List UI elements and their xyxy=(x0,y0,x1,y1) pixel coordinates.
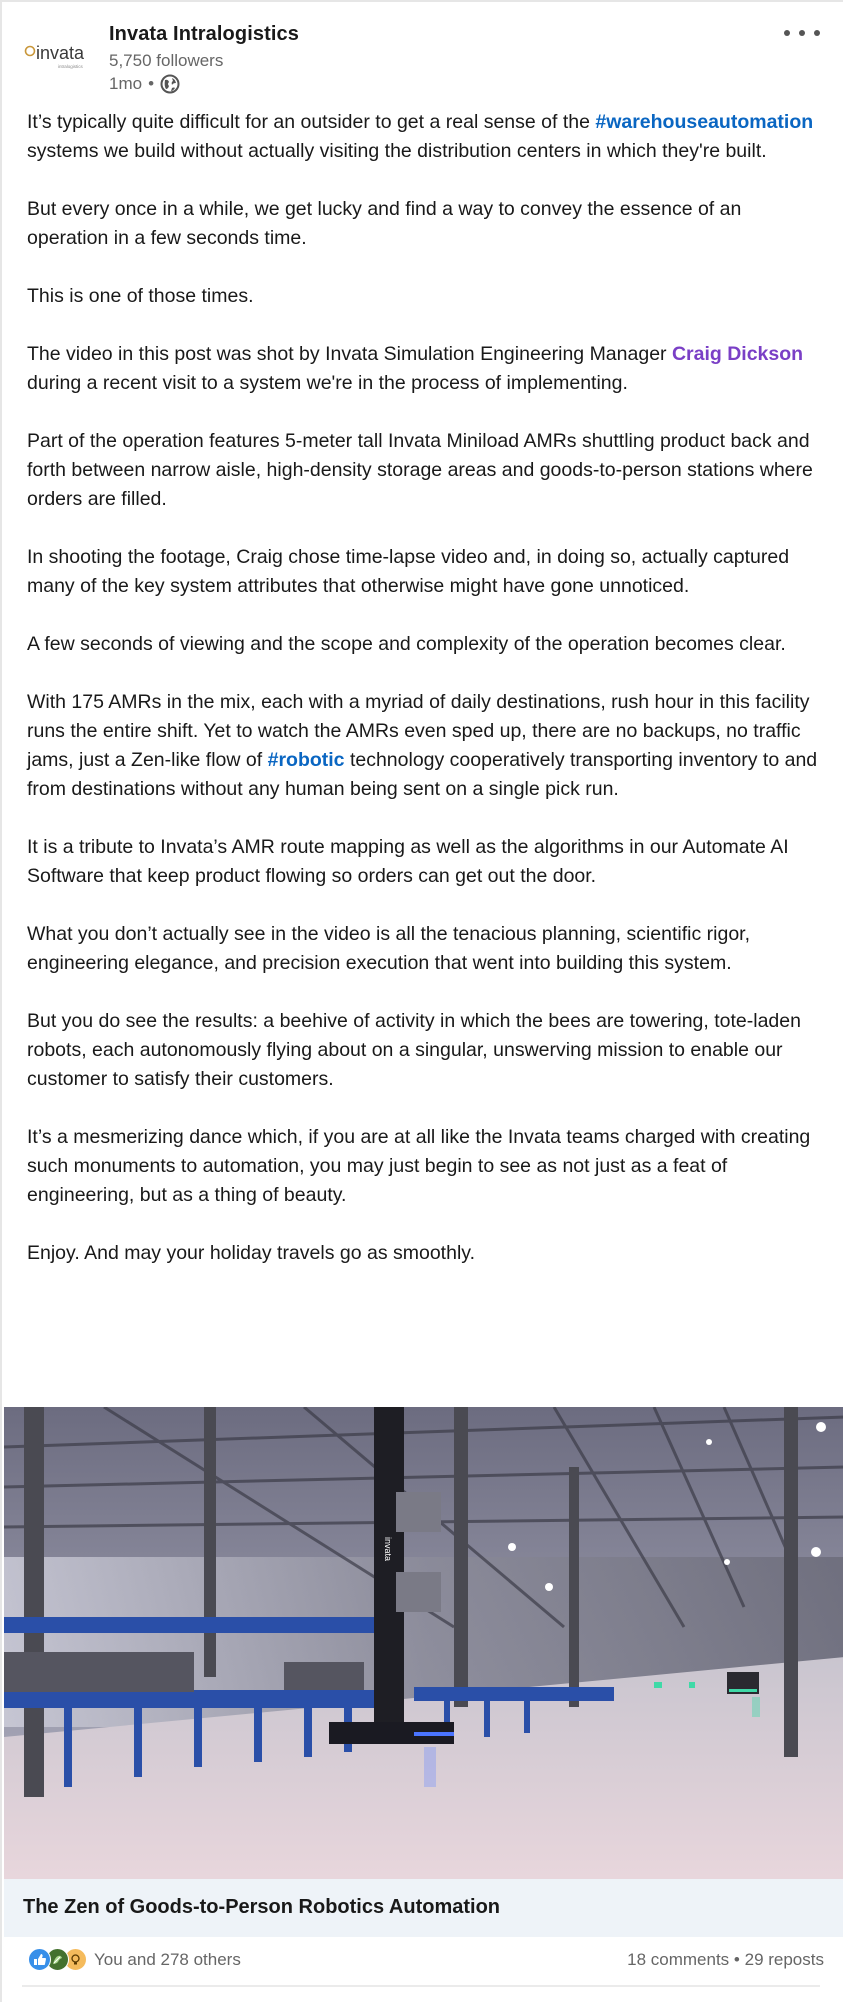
post-time: 1mo xyxy=(109,74,143,93)
reaction-count[interactable]: You and 278 others xyxy=(94,1949,241,1969)
engagement-counts xyxy=(627,1950,824,1970)
divider xyxy=(22,1985,820,1987)
more-dot xyxy=(814,30,820,36)
follower-count: 5,750 followers xyxy=(109,51,224,70)
more-options-button[interactable] xyxy=(784,24,820,42)
logo-wordmark: invata xyxy=(36,43,85,63)
paragraph: But every once in a while, we get lucky and find a way to convey the essence of an operation in a few seconds time. xyxy=(27,198,742,249)
text: The video in this post was shot by Invata Simulation Engineering Manager xyxy=(27,343,672,365)
paragraph xyxy=(27,688,827,804)
reactions-summary[interactable] xyxy=(28,1948,241,1971)
hashtag-link[interactable]: #warehouseautomation xyxy=(595,111,814,133)
logo-subtext: intralogistics xyxy=(58,64,83,69)
text: systems we build without actually visiting the distribution centers in which they're built. xyxy=(27,140,767,162)
like-icon xyxy=(28,1948,51,1971)
mention-link[interactable]: Craig Dickson xyxy=(671,343,804,365)
video-thumbnail[interactable] xyxy=(4,1407,843,1879)
paragraph: But you do see the results: a beehive of activity in which the bees are towering, tote-laden robots, each autonomously flying about on a singular, unswerving mission to enable our customer to satisfy their customers. xyxy=(27,1010,801,1090)
meta-separator: • xyxy=(148,74,155,93)
post-header xyxy=(2,2,843,102)
text: during a recent visit to a system we're in the process of implementing. xyxy=(27,372,628,394)
video-title[interactable]: The Zen of Goods-to-Person Robotics Automation xyxy=(23,1896,501,1918)
text: With 175 AMRs in the mix, each with a myriad of daily destinations, rush hour in this facility runs the entire shift. Yet to watch the AMRs even sped up, there are no backups, no traffic jams, just a Zen-like flow of xyxy=(27,691,810,771)
paragraph: A few seconds of viewing and the scope and complexity of the operation becomes clear. xyxy=(27,633,786,655)
post-body xyxy=(27,108,827,1297)
paragraph: It is a tribute to Invata’s AMR route mapping as well as the algorithms in our Automate AI Software that keep product flowing so orders can get out the door. xyxy=(27,836,789,887)
more-horizontal-icon xyxy=(784,30,790,36)
author-name[interactable]: Invata Intralogistics xyxy=(109,23,299,45)
text: technology cooperatively transporting inventory to and from destinations without any human being sent on a single pick run. xyxy=(27,749,818,800)
count-separator: • xyxy=(733,1950,740,1969)
paragraph: This is one of those times. xyxy=(27,285,254,307)
paragraph: Part of the operation features 5-meter tall Invata Miniload AMRs shuttling product back and forth between narrow aisle, high-density storage areas and goods-to-person stations where orders are filled. xyxy=(27,430,813,510)
paragraph: Enjoy. And may your holiday travels go as smoothly. xyxy=(27,1242,475,1264)
paragraph xyxy=(27,340,827,398)
text: It’s typically quite difficult for an outsider to get a real sense of the xyxy=(27,111,596,133)
globe-icon xyxy=(160,74,180,94)
robot-label: invata xyxy=(383,1537,393,1562)
reposts-count[interactable]: 29 reposts xyxy=(744,1950,824,1969)
post-meta xyxy=(109,74,180,94)
more-dot xyxy=(799,30,805,36)
hashtag-link[interactable]: #robotic xyxy=(267,749,345,771)
video-title-bar[interactable] xyxy=(4,1879,843,1937)
paragraph: In shooting the footage, Craig chose time-lapse video and, in doing so, actually captured many of the key system attributes that otherwise might have gone unnoticed. xyxy=(27,546,790,597)
comments-count[interactable]: 18 comments xyxy=(627,1950,730,1969)
paragraph: It’s a mesmerizing dance which, if you are at all like the Invata teams charged with creating such monuments to automation, you may just begin to see as not just as a feat of engineering, but as a thing of beauty. xyxy=(27,1126,811,1206)
company-logo[interactable] xyxy=(24,40,102,72)
paragraph xyxy=(27,108,827,166)
social-counts xyxy=(2,1940,843,1980)
paragraph: What you don’t actually see in the video is all the tenacious planning, scientific rigor, engineering elegance, and precision execution that went into building this system. xyxy=(27,923,750,974)
